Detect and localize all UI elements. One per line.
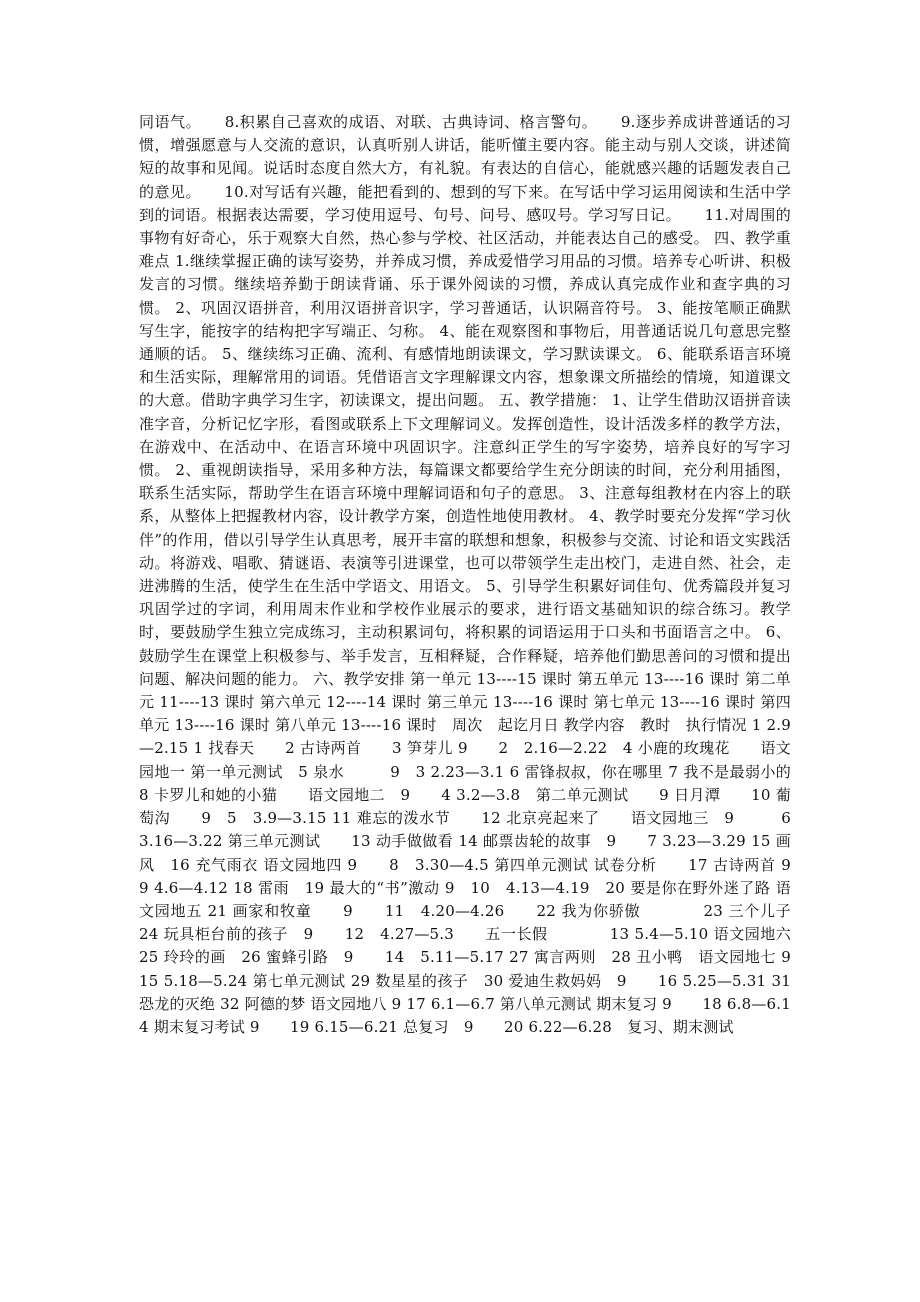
body-text: 同语气。 8.积累自己喜欢的成语、对联、古典诗词、格言警句。 9.逐步养成讲普通话的习惯，增强愿意与人交流的意识，认真听别人讲话，能听懂主要内容。能主动与别人交谈，讲述简短的故事和见闻。说话时态度自然大方，有礼貌。有表达的自信心，能就感兴趣的话题发表自己的意见。 10.对写话有兴趣，能把看到的、想到的写下来。在写话中学习运用阅读和生活中学到的词语。根据表达需要，学习使用逗号、句号、问号、感叹号。学习写日记。 11.对周围的事物有好奇心，乐于观察大自然，热心参与学校、社区活动，并能表达自己的感受。 四、教学重难点 1.继续掌握正确的读写姿势，并养成习惯，养成爱惜学习用品的习惯。培养专心听讲、积极发言的习惯。继续培养勤于朗读背诵、乐于课外阅读的习惯，养成认真完成作业和查字典的习惯。 2、巩固汉语拼音，利用汉语拼音识字，学习普通话，认识隔音符号。 3、能按笔顺正确默写生字，能按字的结构把字写端正、匀称。 4、能在观察图和事物后，用普通话说几句意思完整通顺的话。 5、继续练习正确、流利、有感情地朗读课文，学习默读课文。 6、能联系语言环境和生活实际，理解常用的词语。凭借语言文字理解课文内容，想象课文所描绘的情境，知道课文的大意。借助字典学习生字，初读课文，提出问题。 五、教学措施： 1、让学生借助汉语拼音读准字音，分析记忆字形，看图或联系上下文理解词义。发挥创造性，设计活泼多样的教学方法，在游戏中、在活动中、在语言环境中巩固识字。注意纠正学生的写字姿势，培养良好的写字习惯。 2、重视朗读指导，采用多种方法，每篇课文都要给学生充分朗读的时间，充分利用插图，联系生活实际，帮助学生在语言环境中理解词语和句子的意思。 3、注意每组教材在内容上的联系，从整体上把握教材内容，设计教学方案，创造性地使用教材。 4、教学时要充分发挥“学习伙伴”的作用，借以引导学生认真思考，展开丰富的联想和想象，积极参与交流、讨论和语文实践活动。将游戏、唱歌、猜谜语、表演等引进课堂，也可以带领学生走出校门，走进自然、社会，走进沸腾的生活，使学生在生活中学语文、用语文。 5、引导学生积累好词佳句、优秀篇段并复习巩固学过的字词，利用周末作业和学校作业展示的要求，进行语文基础知识的综合练习。教学时，要鼓励学生独立完成练习，主动积累词句，将积累的词语运用于口头和书面语言之中。 6、鼓励学生在课堂上积极参与、举手发言，互相释疑，合作释疑，培养他们勤思善问的习惯和提出问题、解决问题的能力。 六、教学安排 第一单元 13----15 课时 第五单元 13----16 课时 第二单元 11----13 课时 第六单元 12----14 课时 第三单元 13----16 课时 第七单元 13----16 课时 第四单元 13----16 课时 第八单元 13----16 课时 周次 起讫月日 教学内容 教时 执行情况 1 2.9—2.15 1 找春天 2 古诗两首 3 笋芽儿 9 2 2.16—2.22 4 小鹿的玫瑰花 语文园地一 第一单元测试 5 泉水 9 3 2.23—3.1 6 雷锋叔叔，你在哪里 7 我不是最弱小的 8 卡罗儿和她的小猫 语文园地二 9 4 3.2—3.8 第二单元测试 9 日月潭 10 葡萄沟 9 5 3.9—3.15 11 难忘的泼水节 12 北京亮起来了 语文园地三 9 6 3.16—3.22 第三单元测试 13 动手做做看 14 邮票齿轮的故事 9 7 3.23—3.29 15 画风 16 充气雨衣 语文园地四 9 8 3.30—4.5 第四单元测试 试卷分析 17 古诗两首 9 9 4.6—4.12 18 雷雨 19 最大的“书”激动 9 10 4.13—4.19 20 要是你在野外迷了路 语文园地五 21 画家和牧童 9 11 4.20—4.26 22 我为你骄傲 23 三个儿子 24 玩具柜台前的孩子 9 12 4.27—5.3 五一长假 13 5.4—5.10 语文园地六 25 玲玲的画 26 蜜蜂引路 9 14 5.11—5.17 27 寓言两则 28 丑小鸭 语文园地七 9 15 5.18—5.24 第七单元测试 29 数星星的孩子 30 爱迪生救妈妈 9 16 5.25—5.31 31 恐龙的灭绝 32 阿德的梦 语文园地八 9 17 6.1—6.7 第八单元测试 期末复习 9 18 6.8—6.14 期末复习考试 9 19 6.15—6.21 总复习 9 20 6.22—6.28 复习、期末测试 [139, 113, 852, 1036]
